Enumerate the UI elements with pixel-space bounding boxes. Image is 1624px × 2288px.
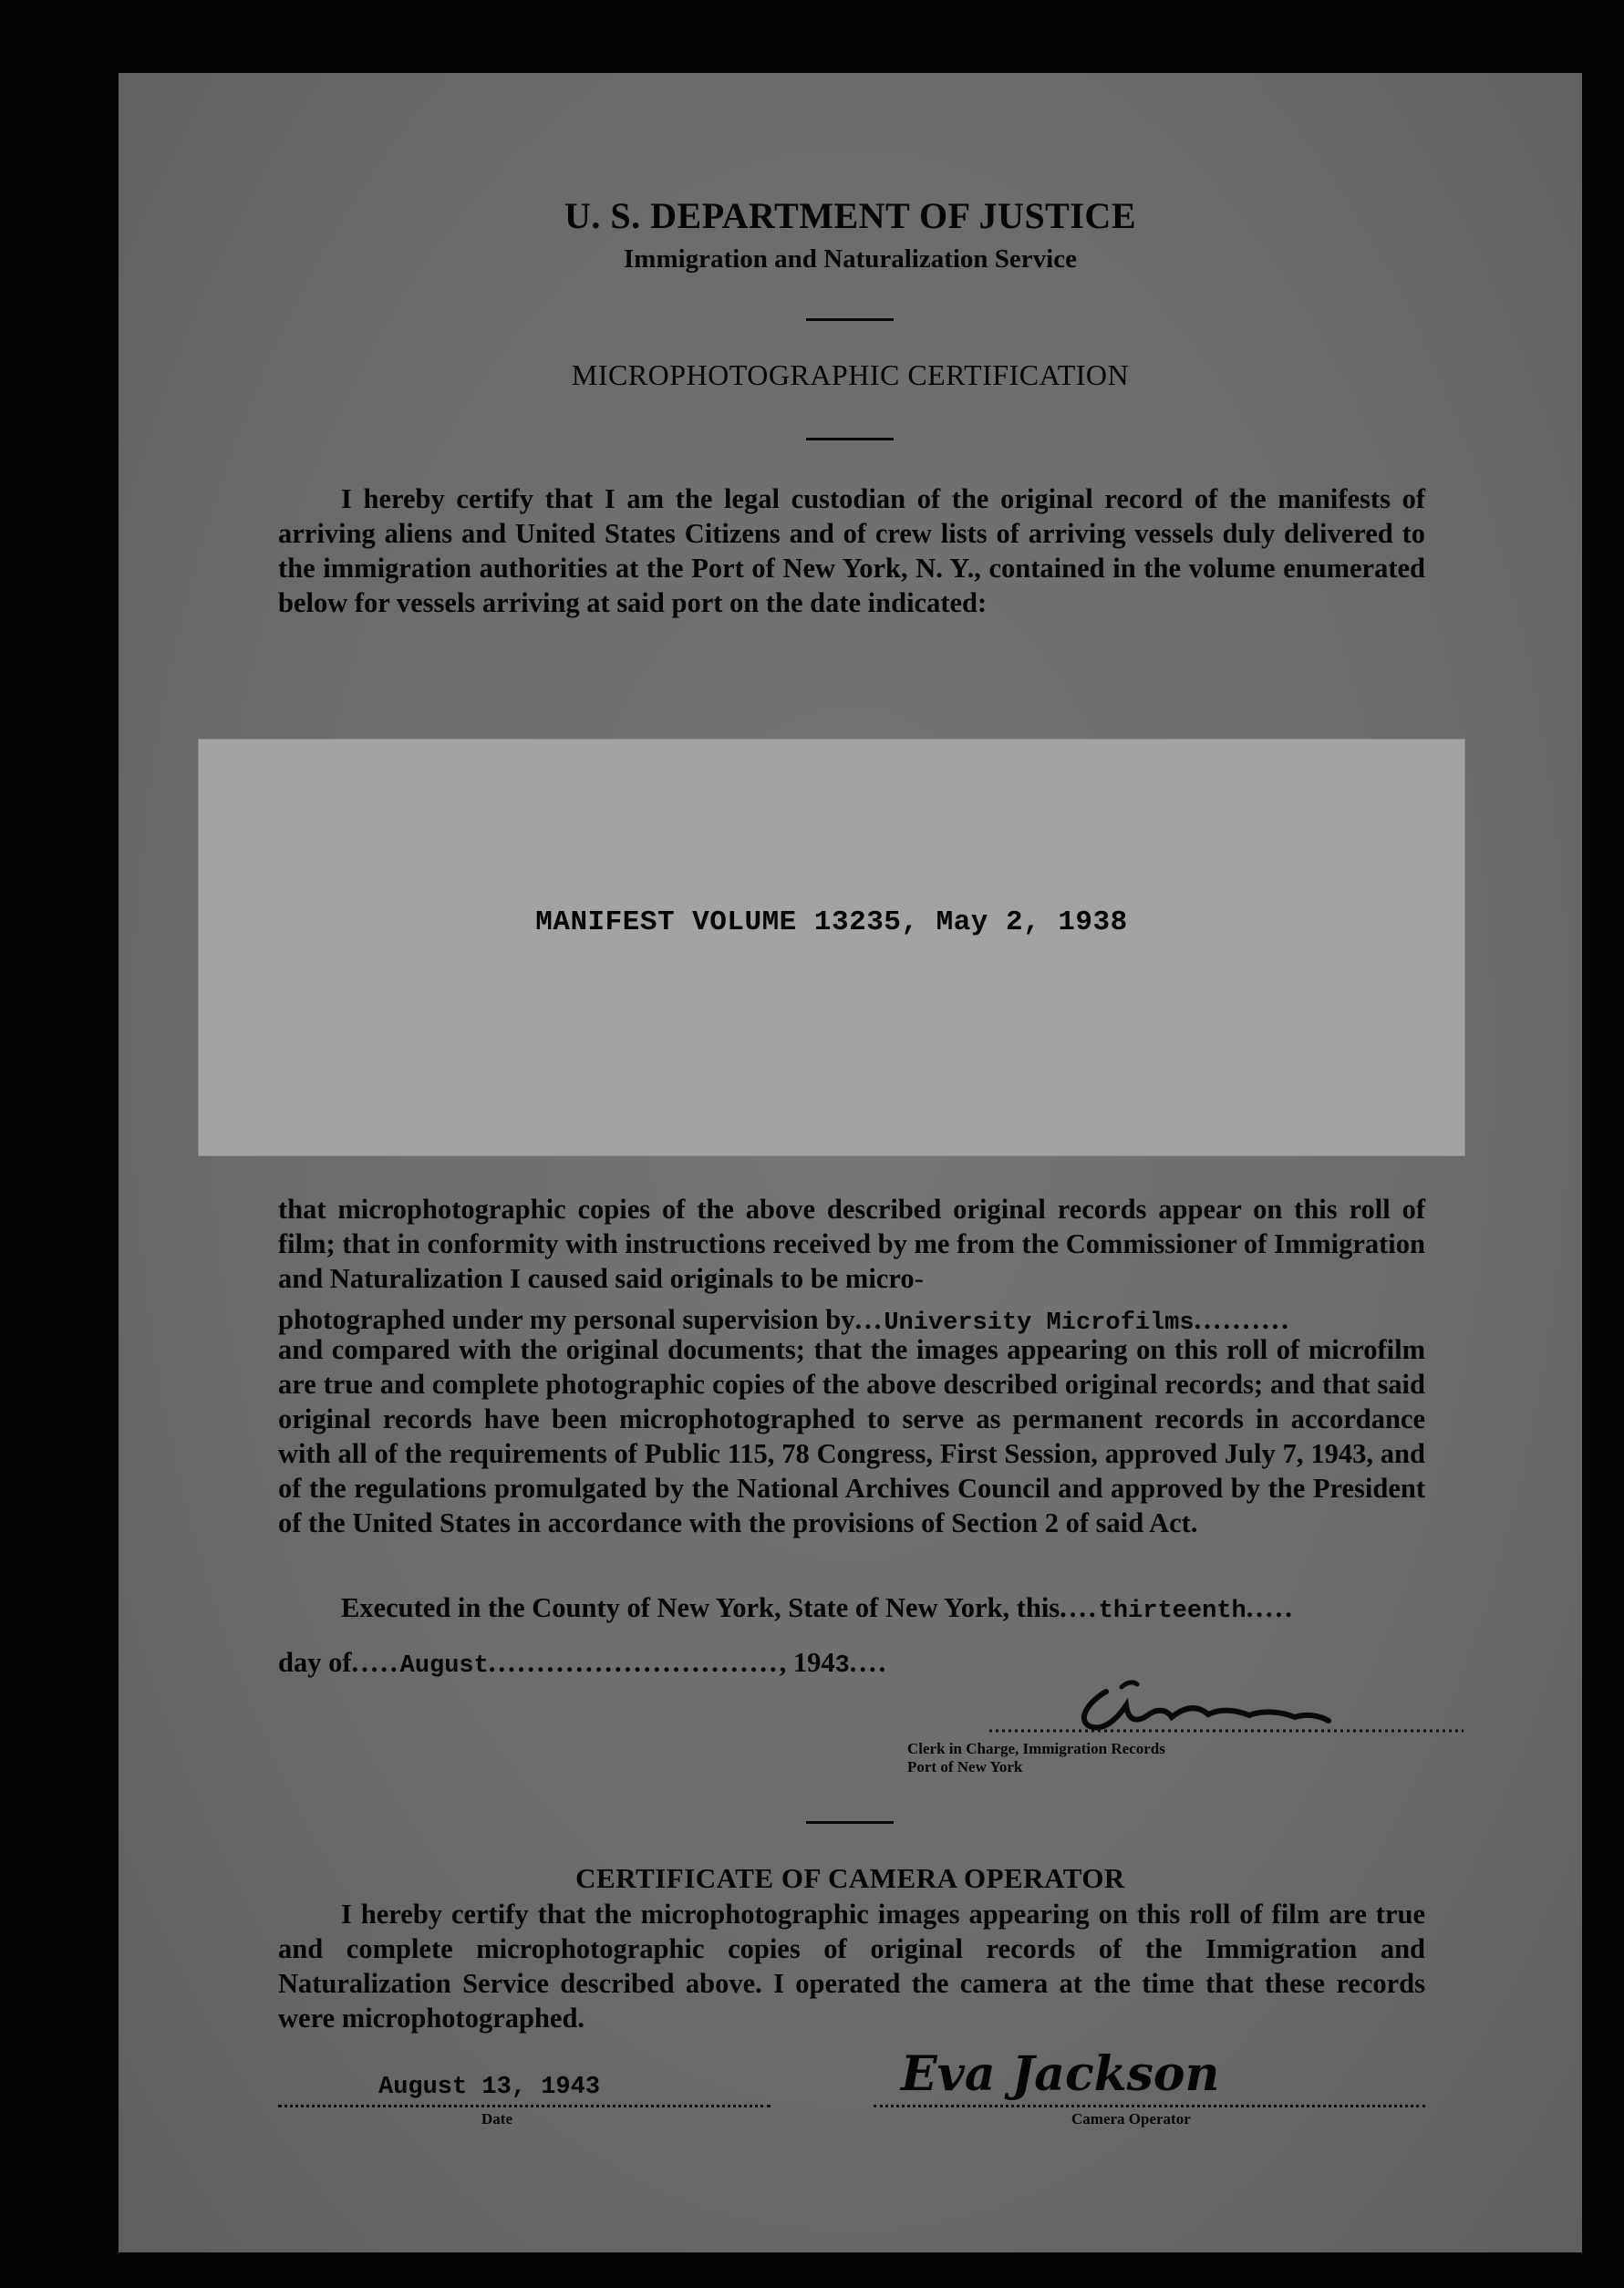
execution-day: thirteenth [1098, 1598, 1246, 1625]
camera-operator-field [874, 2046, 1425, 2107]
clerk-title-line2: Port of New York [907, 1758, 1023, 1776]
divider [806, 318, 894, 321]
intro-paragraph: I hereby certify that I am the legal custodian of the original record of the manifests of arriving aliens and United States Citizens and of crew lists of arriving vessels duly delivered to the immigration authorities at the Port of New York, N. Y., contained in the volume enumerated below for vessels arriving at said port on the date indicated: [278, 483, 1425, 618]
supervision-prefix: photographed under my personal supervision by [278, 1304, 855, 1335]
execution-year-prefix: , 194 [779, 1647, 835, 1678]
camera-date-value: August 13, 1943 [378, 2074, 601, 2101]
camera-date-field [278, 2070, 771, 2107]
execution-year-digit: 3 [834, 1652, 850, 1680]
day-of-label: day of [278, 1647, 352, 1678]
divider [806, 438, 894, 440]
camera-certificate-title: CERTIFICATE OF CAMERA OPERATOR [575, 1862, 1125, 1894]
manifest-volume-text: MANIFEST VOLUME 13235, May 2, 1938 [535, 906, 1128, 938]
department-title: U. S. DEPARTMENT OF JUSTICE [564, 195, 1136, 236]
certification-paragraph-part2: and compared with the original documents; that the images appearing on this roll of microfilm are true and complete photographic copies of the above described original records; and that said original records have been microphotographed to serve as permanent records in accordance with all of the requirements of Public 115, 78 Congress, First Session, approved July 7, 1943, and of the regulations promulgated by the National Archives Council and approved by the President of the United States in accordance with the provisions of Section 2 of said Act. [278, 1334, 1425, 1538]
certification-paragraph-part1: that microphotographic copies of the above described original records appear on this roll of film; that in conformity with instructions received by me from the Commissioner of Immigration and Naturalization I caused said originals to be micro- [278, 1194, 1425, 1294]
camera-operator-label: Camera Operator [1071, 2110, 1191, 2128]
date-line: day of.....August.............................., 1943.... [278, 1647, 889, 1680]
divider [806, 1821, 894, 1824]
execution-line: Executed in the County of New York, State of New York, this....thirteenth..... [341, 1592, 1295, 1625]
supervisor-name: University Microfilms [884, 1310, 1195, 1337]
supervision-line: photographed under my personal supervision by...University Microfilms.......... [278, 1304, 1291, 1337]
execution-month: August [399, 1652, 489, 1680]
manifest-box [198, 739, 1465, 1156]
service-subtitle: Immigration and Naturalization Service [624, 244, 1077, 274]
execution-prefix: Executed in the County of New York, State of New York, this [341, 1592, 1060, 1623]
certificate-sheet [119, 73, 1582, 2252]
camera-date-label: Date [481, 2110, 512, 2128]
camera-certificate-paragraph: I hereby certify that the microphotographic images appearing on this roll of film are true and complete microphotographic copies of original records of the Immigration and Naturalization Service described above. I operated the camera at the time that these records were microphotographed. [278, 1899, 1425, 2034]
clerk-title-line1: Clerk in Charge, Immigration Records [907, 1740, 1165, 1757]
camera-operator-signature: Eva Jackson [901, 2046, 1220, 2102]
certification-title: MICROPHOTOGRAPHIC CERTIFICATION [571, 358, 1130, 391]
